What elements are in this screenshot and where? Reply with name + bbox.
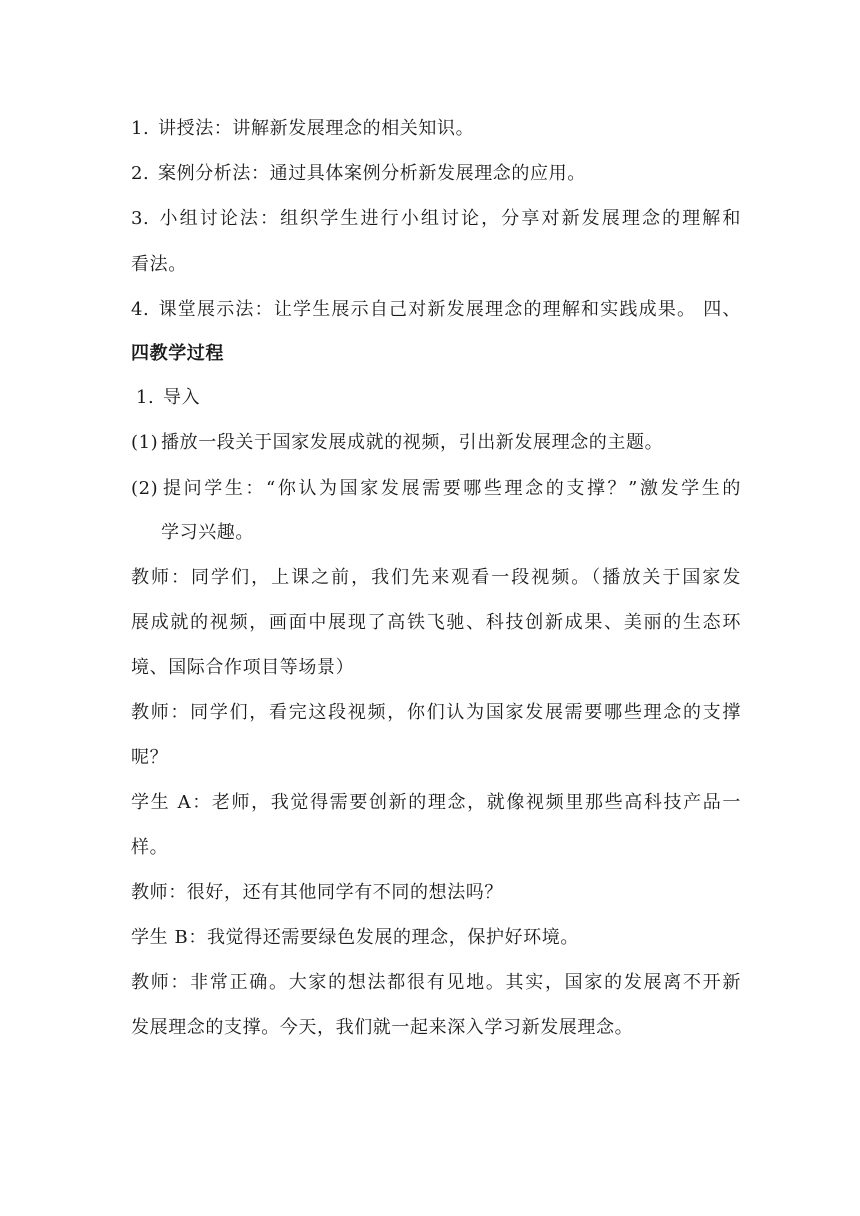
dialogue-line: 发展理念的支撑。今天，我们就一起来深入学习新发展理念。 bbox=[131, 1017, 634, 1038]
dialogue-line: 学生 B：我觉得还需要绿色发展的理念，保护好环境。 bbox=[131, 927, 579, 948]
list-item-text: 课堂展示法：让学生展示自己对新发展理念的理解和实践成果。 四、 bbox=[158, 299, 741, 320]
dialogue-line: 学生 A：老师，我觉得需要创新的理念，就像视频里那些高科技产品一 bbox=[131, 792, 741, 813]
subsection-title bbox=[136, 386, 746, 410]
dialogue-line: 教师：同学们，看完这段视频，你们认为国家发展需要哪些理念的支撑 bbox=[131, 702, 741, 723]
step-1 bbox=[131, 431, 741, 455]
dialogue-line: 教师：同学们，上课之前，我们先来观看一段视频。（播放关于国家发 bbox=[131, 567, 741, 588]
subsection-text: 导入 bbox=[163, 387, 201, 408]
dialogue-line: 教师：很好，还有其他同学有不同的想法吗？ bbox=[131, 882, 503, 903]
list-item-2 bbox=[131, 162, 741, 186]
list-item-number: 1. bbox=[131, 118, 150, 139]
list-item-text: 小组讨论法：组织学生进行小组讨论，分享对新发展理念的理解和 bbox=[158, 208, 741, 229]
section-heading: 四教学过程 bbox=[131, 343, 224, 364]
dialogue-line: 教师：非常正确。大家的想法都很有见地。其实，国家的发展离不开新 bbox=[131, 972, 741, 993]
list-item-text: 讲授法：讲解新发展理念的相关知识。 bbox=[158, 118, 475, 139]
list-item-4 bbox=[131, 298, 741, 322]
list-item-3-continued bbox=[131, 253, 741, 277]
dialogue-line: 境、国际合作项目等场景） bbox=[131, 657, 355, 678]
list-item-number: 4. bbox=[131, 299, 150, 320]
dialogue-line: 展成就的视频，画面中展现了高铁飞驰、科技创新成果、美丽的生态环 bbox=[131, 612, 741, 633]
step-number: (2) bbox=[131, 478, 159, 499]
list-item-text: 看法。 bbox=[131, 254, 187, 275]
step-text: 学习兴趣。 bbox=[161, 522, 254, 543]
list-item-number: 2. bbox=[131, 163, 150, 184]
dialogue-line: 呢？ bbox=[131, 747, 169, 768]
subsection-number: 1. bbox=[136, 387, 155, 408]
step-2 bbox=[131, 477, 741, 501]
list-item-text: 案例分析法：通过具体案例分析新发展理念的应用。 bbox=[158, 163, 586, 184]
step-text: 提问学生：“你认为国家发展需要哪些理念的支撑？”激发学生的 bbox=[161, 478, 741, 499]
step-2-continued bbox=[161, 521, 771, 545]
list-item-1 bbox=[131, 117, 741, 141]
list-item-number: 3. bbox=[131, 208, 150, 229]
step-text: 播放一段关于国家发展成就的视频，引出新发展理念的主题。 bbox=[161, 432, 664, 453]
dialogue-line: 样。 bbox=[131, 837, 169, 858]
list-item-3 bbox=[131, 207, 741, 231]
step-number: (1) bbox=[131, 432, 159, 453]
